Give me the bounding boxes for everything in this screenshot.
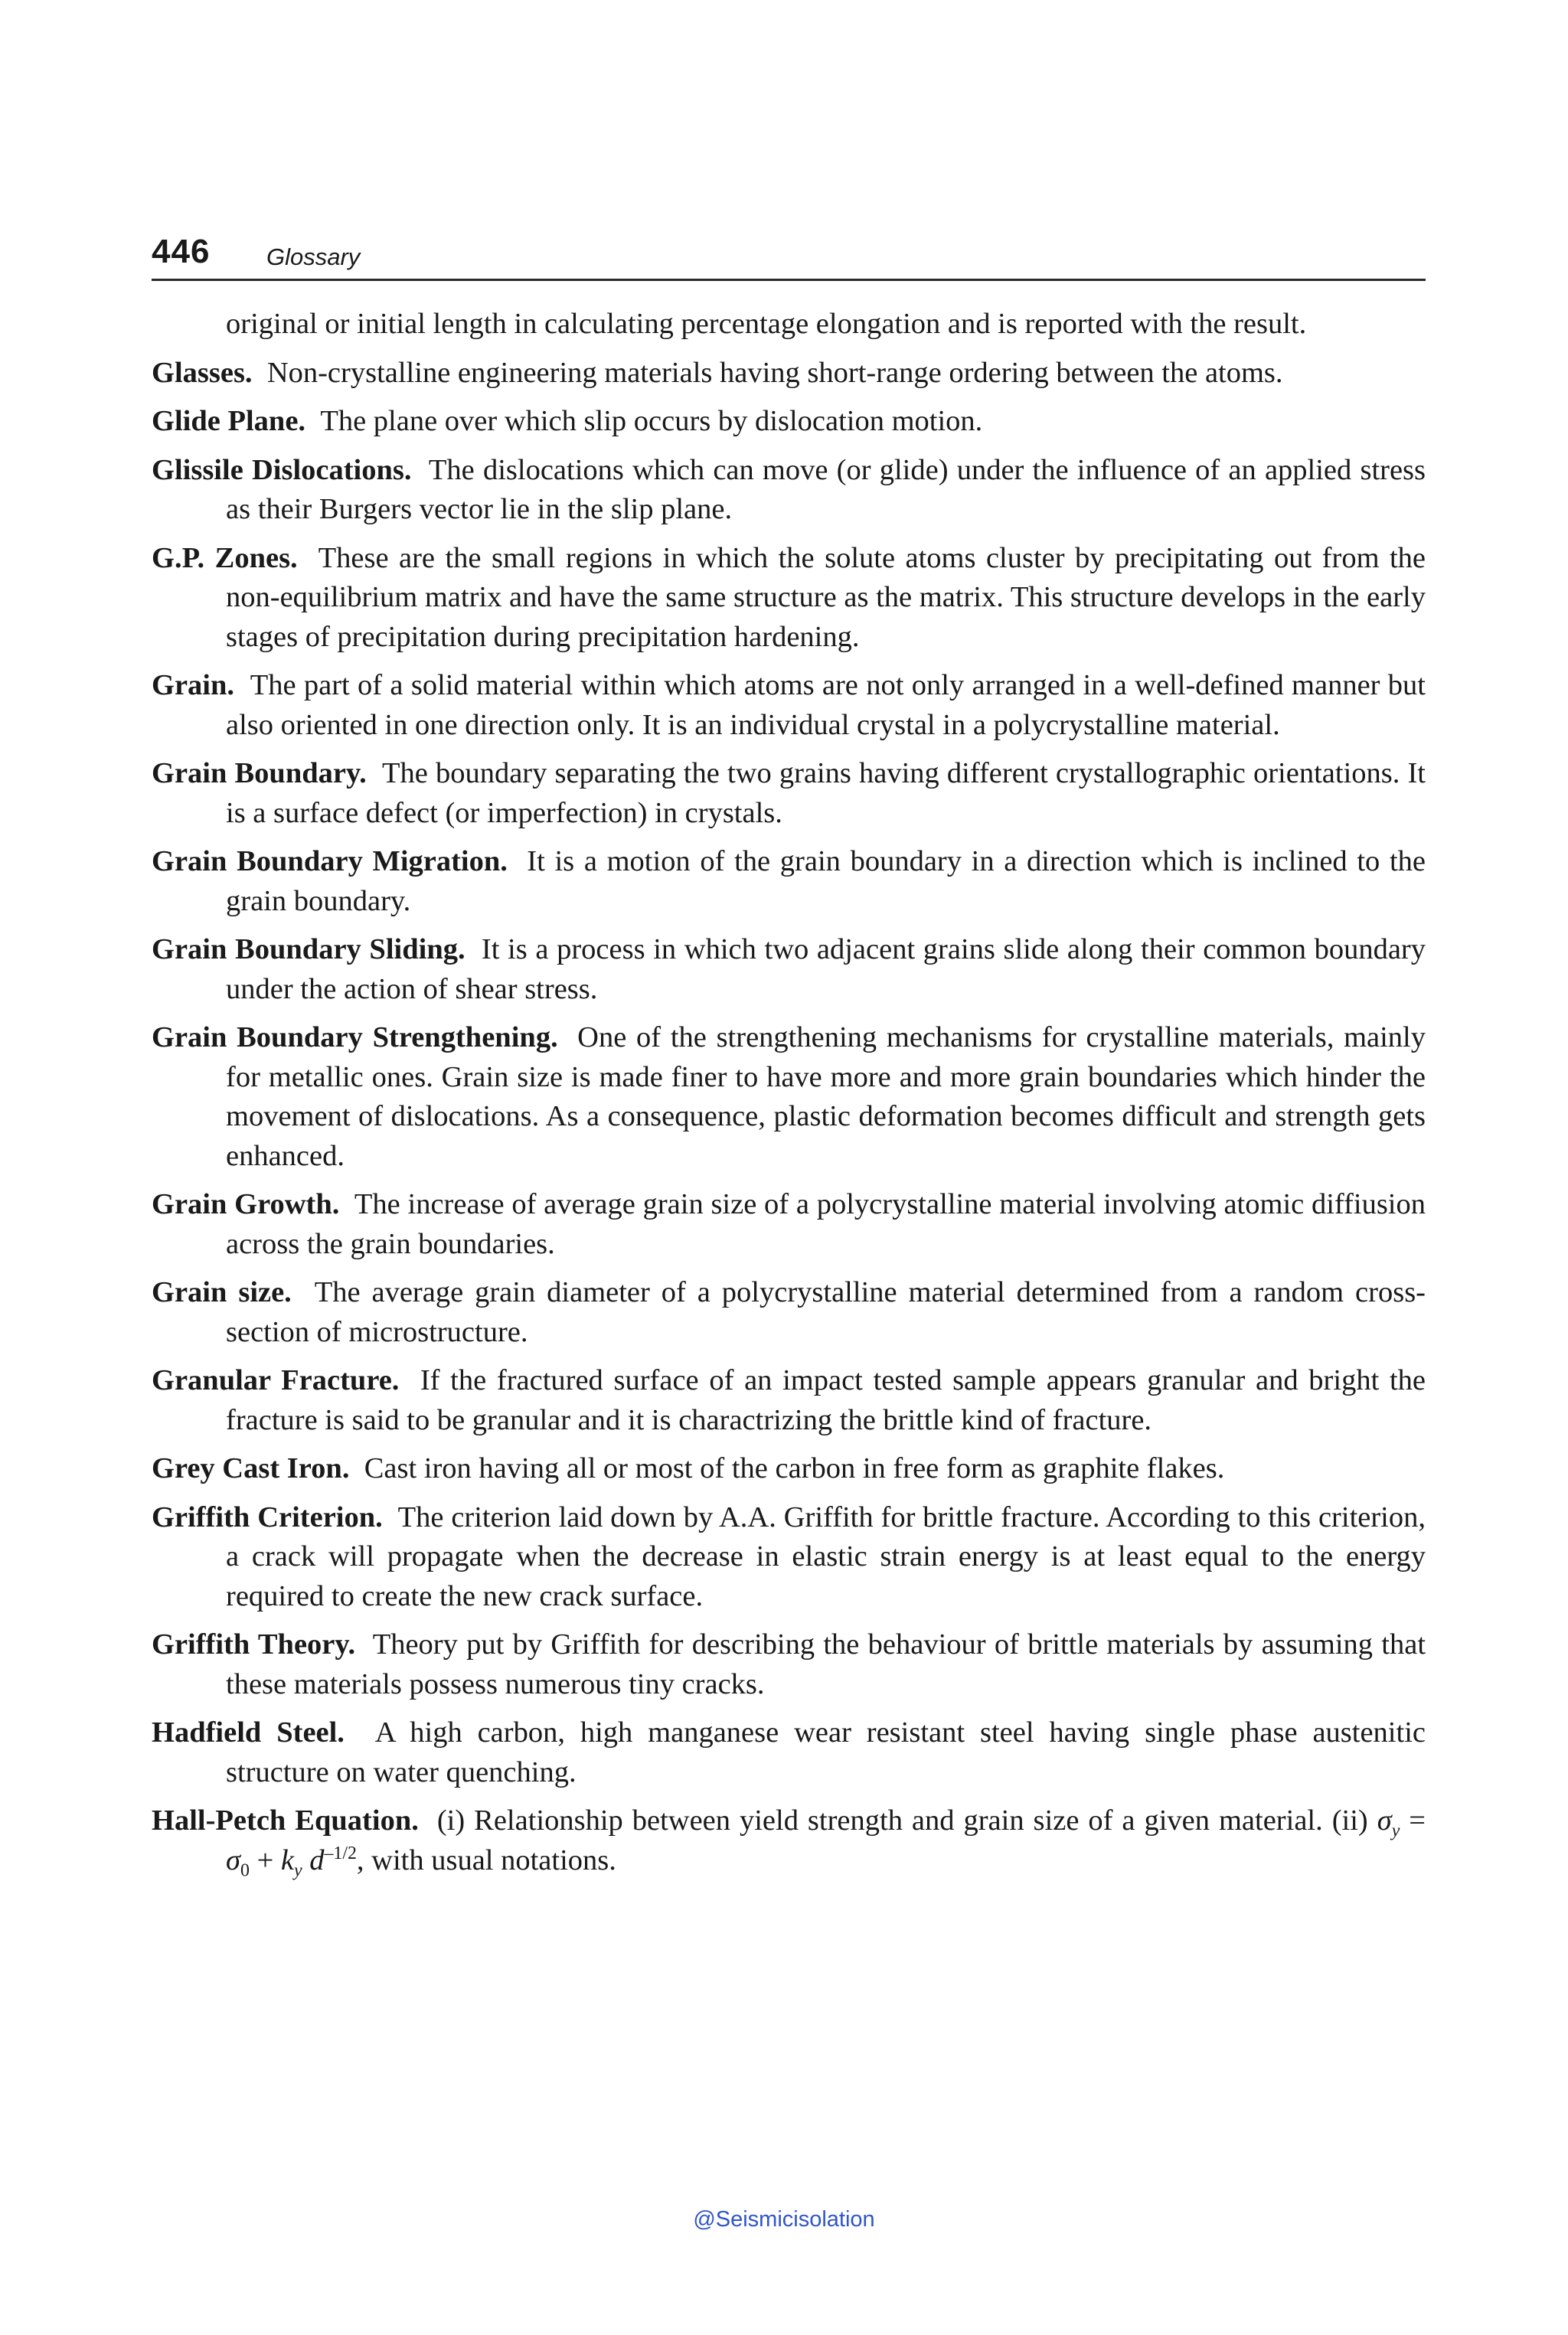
exponent: –1/2 bbox=[324, 1843, 357, 1863]
entry-term: Glasses. bbox=[152, 356, 253, 389]
glossary-entry-hadfield-steel bbox=[152, 1713, 1426, 1792]
entry-term: Grain Boundary Sliding. bbox=[152, 933, 466, 965]
entry-term: Glide Plane. bbox=[152, 405, 306, 437]
entry-term: Glissile Dislocations. bbox=[152, 453, 412, 486]
glossary-entry-glide-plane bbox=[152, 402, 1426, 442]
entry-definition: Theory put by Griffith for describing the behaviour of brittle materials by assuming that these materials possess numerous tiny cracks. bbox=[226, 1628, 1426, 1700]
entry-definition: These are the small regions in which the solute atoms cluster by precipitating out from the non-equilibrium matrix and have the same structure as the matrix. This structure develops in the early stages of precipitation during precipitation hardening. bbox=[226, 541, 1426, 653]
subscript-y: y bbox=[294, 1860, 302, 1881]
entry-definition: It is a process in which two adjacent grains slide along their common boundary under the action of shear stress. bbox=[226, 933, 1426, 1005]
entry-term: Grain Boundary Migration. bbox=[152, 845, 508, 877]
sigma-symbol: σ bbox=[226, 1844, 240, 1876]
entry-term: Grey Cast Iron. bbox=[152, 1452, 350, 1484]
glossary-entry-glasses bbox=[152, 354, 1426, 394]
entry-term: Griffith Theory. bbox=[152, 1628, 356, 1661]
glossary-entry-griffith-criterion bbox=[152, 1498, 1426, 1617]
glossary-entry-grain-boundary-sliding bbox=[152, 930, 1426, 1009]
entry-term: Granular Fracture. bbox=[152, 1364, 400, 1396]
entry-definition: It is a motion of the grain boundary in a direction which is inclined to the grain boundary. bbox=[226, 845, 1426, 917]
glossary-entry-grain-boundary bbox=[152, 754, 1426, 833]
entry-definition: Non-crystalline engineering materials having short-range ordering between the atoms. bbox=[266, 356, 1283, 389]
section-title: Glossary bbox=[266, 243, 361, 270]
entry-definition: The dislocations which can move (or glide) under the influence of an applied stress as their Burgers vector lie in the slip plane. bbox=[226, 453, 1426, 525]
entry-term: Grain. bbox=[152, 669, 235, 701]
definition-tail: , with usual notations. bbox=[356, 1844, 616, 1876]
entry-term: G.P. Zones. bbox=[152, 541, 298, 574]
entry-definition: If the fractured surface of an impact tested sample appears granular and bright the fracture is said to be granular and it is charactrizing the brittle kind of fracture. bbox=[226, 1364, 1426, 1436]
entry-definition: One of the strengthening mechanisms for crystalline materials, mainly for metallic ones. Grain size is made finer to have more and more grain boundaries which hinder the movement of dislocations. As a consequence, plastic deformation becomes difficult and strength gets enhanced. bbox=[226, 1021, 1426, 1172]
entry-term: Grain size. bbox=[152, 1276, 292, 1308]
entry-term: Hadfield Steel. bbox=[152, 1716, 345, 1749]
entry-definition: The increase of average grain size of a polycrystalline material involving atomic diffiusion across the grain boundaries. bbox=[226, 1188, 1426, 1260]
glossary-entry-grain-growth bbox=[152, 1185, 1426, 1264]
running-head bbox=[152, 230, 1426, 281]
glossary-entry-griffith-theory bbox=[152, 1625, 1426, 1704]
page-number: 446 bbox=[152, 233, 211, 270]
entry-definition: The part of a solid material within which atoms are not only arranged in a well-defined manner but also oriented in one direction only. It is an individual crystal in a polycrystalline material. bbox=[226, 669, 1426, 741]
entry-term: Hall-Petch Equation. bbox=[152, 1804, 419, 1837]
glossary-entry-gp-zones bbox=[152, 539, 1426, 658]
d-symbol: d bbox=[309, 1844, 325, 1876]
glossary-body bbox=[152, 305, 1426, 1889]
entry-term: Grain Boundary Strengthening. bbox=[152, 1021, 558, 1053]
entry-definition: The boundary separating the two grains having different crystallographic orientations. It is a surface defect (or imperfection) in crystals. bbox=[226, 757, 1426, 829]
sigma-symbol: σ bbox=[1377, 1804, 1392, 1837]
glossary-entry-grain-boundary-strengthening bbox=[152, 1018, 1426, 1176]
entry-definition: Cast iron having all or most of the carbon in free form as graphite flakes. bbox=[364, 1452, 1225, 1484]
plus-sign: + bbox=[249, 1844, 281, 1876]
entry-term: Grain Boundary. bbox=[152, 757, 367, 789]
glossary-entry-granular-fracture bbox=[152, 1361, 1426, 1440]
entry-definition: The plane over which slip occurs by dislocation motion. bbox=[320, 405, 983, 437]
glossary-entry-hall-petch-equation bbox=[152, 1801, 1426, 1880]
definition-lead: (i) Relationship between yield strength and grain size of a given material. (ii) bbox=[436, 1804, 1368, 1837]
glossary-entry-grey-cast-iron bbox=[152, 1449, 1426, 1489]
subscript-zero: 0 bbox=[240, 1860, 250, 1881]
entry-definition: The criterion laid down by A.A. Griffith for brittle fracture. According to this criterion, a crack will propagate when the decrease in elastic strain energy is at least equal to the energy required to create the new crack surface. bbox=[226, 1501, 1426, 1612]
equals-sign: = bbox=[1400, 1804, 1426, 1837]
entry-term: Grain Growth. bbox=[152, 1188, 340, 1220]
entry-definition: The average grain diameter of a polycrystalline material determined from a random cross-section of microstructure. bbox=[226, 1276, 1426, 1348]
subscript-y: y bbox=[1391, 1821, 1400, 1841]
k-symbol: k bbox=[280, 1844, 294, 1876]
glossary-entry-grain bbox=[152, 666, 1426, 745]
watermark: @Seismicisolation bbox=[693, 2207, 875, 2232]
entry-term: Griffith Criterion. bbox=[152, 1501, 383, 1533]
glossary-entry-glissile-dislocations bbox=[152, 451, 1426, 530]
glossary-entry-grain-size bbox=[152, 1273, 1426, 1352]
glossary-entry-grain-boundary-migration bbox=[152, 842, 1426, 921]
continued-definition: original or initial length in calculating percentage elongation and is reported with the result. bbox=[226, 308, 1307, 340]
entry-definition: A high carbon, high manganese wear resistant steel having single phase austenitic structure on water quenching. bbox=[226, 1716, 1426, 1788]
